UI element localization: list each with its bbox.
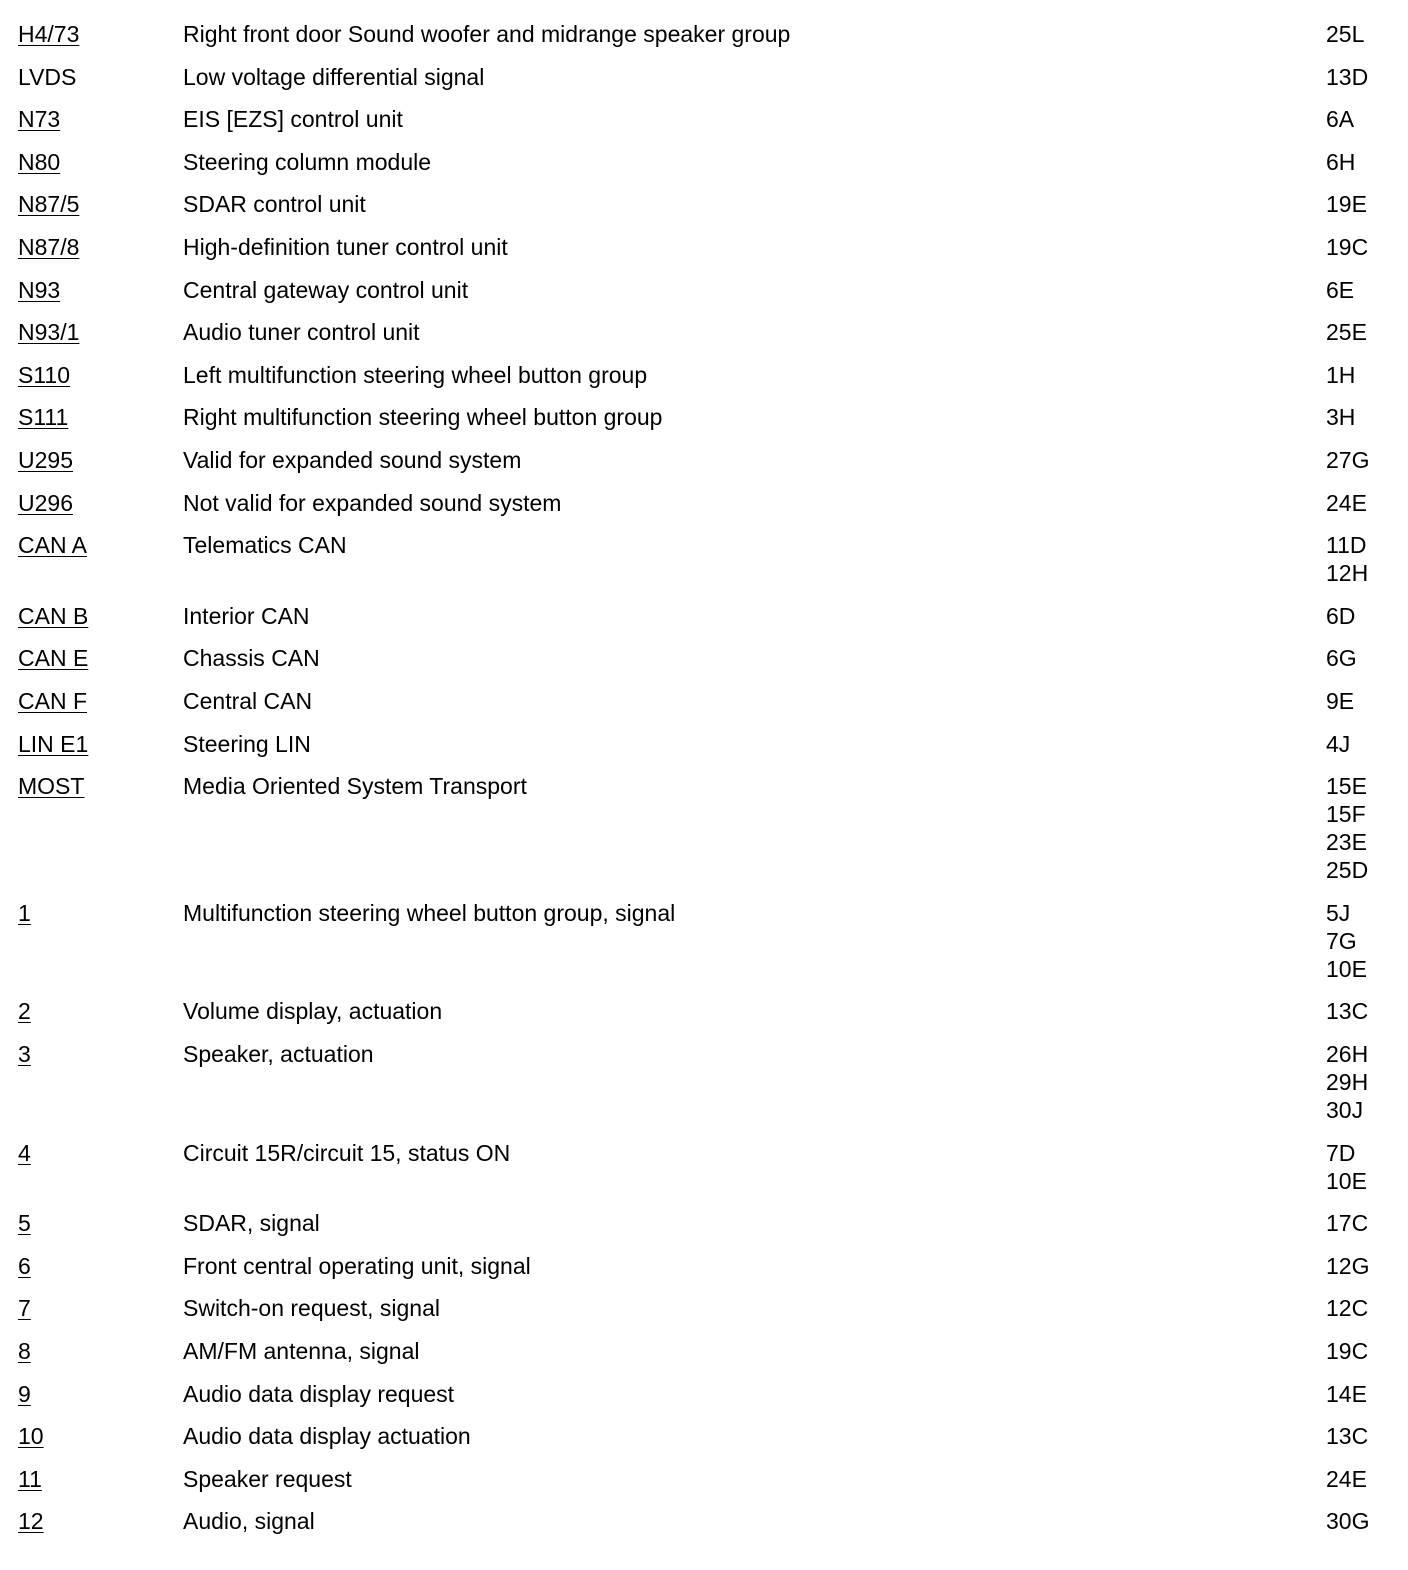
grid-location: 15E (1326, 773, 1367, 799)
component-code-link[interactable]: H4/73 (18, 21, 80, 47)
component-code-link[interactable]: CAN B (18, 603, 89, 629)
component-description: Low voltage differential signal (183, 64, 485, 90)
grid-locations (1326, 730, 1350, 758)
grid-location: 6H (1326, 149, 1356, 175)
grid-location: 19C (1326, 1338, 1369, 1364)
grid-location: 6G (1326, 645, 1357, 671)
grid-location: 24E (1326, 490, 1367, 516)
grid-location: 23E (1326, 829, 1367, 855)
component-code-link[interactable]: N87/5 (18, 191, 80, 217)
grid-locations (1326, 1209, 1368, 1237)
grid-location: 14E (1326, 1381, 1367, 1407)
grid-location: 6A (1326, 106, 1355, 132)
component-code-link[interactable]: 3 (18, 1041, 31, 1067)
component-code-link[interactable]: N80 (18, 149, 61, 175)
grid-locations (1326, 644, 1357, 672)
grid-location: 27G (1326, 447, 1370, 473)
grid-location: 24E (1326, 1466, 1367, 1492)
component-description: Speaker request (183, 1466, 352, 1492)
grid-locations (1326, 233, 1368, 261)
grid-locations (1326, 1139, 1367, 1195)
component-description: SDAR control unit (183, 191, 366, 217)
grid-locations (1326, 20, 1364, 48)
grid-locations (1326, 1507, 1369, 1535)
grid-locations (1326, 318, 1367, 346)
grid-location: 29H (1326, 1069, 1369, 1095)
component-description: Left multifunction steering wheel button group (183, 362, 648, 388)
component-code-link[interactable]: 2 (18, 998, 31, 1024)
component-description: Audio tuner control unit (183, 319, 420, 345)
component-description: Valid for expanded sound system (183, 447, 522, 473)
component-description: Audio data display actuation (183, 1423, 471, 1449)
grid-location: 10E (1326, 1168, 1367, 1194)
grid-locations (1326, 997, 1368, 1025)
grid-location: 5J (1326, 900, 1351, 926)
grid-location: 7D (1326, 1140, 1356, 1166)
component-description: EIS [EZS] control unit (183, 106, 403, 132)
grid-locations (1326, 531, 1368, 587)
component-code-link[interactable]: CAN A (18, 532, 88, 558)
component-code-link[interactable]: 4 (18, 1140, 31, 1166)
component-description: SDAR, signal (183, 1210, 320, 1236)
grid-location: 19C (1326, 234, 1369, 260)
grid-locations (1326, 772, 1368, 884)
component-code-link[interactable]: N73 (18, 106, 61, 132)
component-code-link[interactable]: 11 (18, 1466, 42, 1492)
grid-location: 4J (1326, 731, 1351, 757)
component-description: Chassis CAN (183, 645, 320, 671)
grid-location: 25E (1326, 319, 1367, 345)
grid-locations (1326, 1422, 1368, 1450)
component-description: Telematics CAN (183, 532, 347, 558)
component-description: Not valid for expanded sound system (183, 490, 562, 516)
grid-location: 7G (1326, 928, 1357, 954)
grid-location: 12C (1326, 1295, 1369, 1321)
component-code-link[interactable]: U295 (18, 447, 73, 473)
component-description: Switch-on request, signal (183, 1295, 440, 1321)
component-description: Audio, signal (183, 1508, 315, 1534)
component-code: LVDS (18, 64, 77, 90)
component-code-link[interactable]: 9 (18, 1381, 31, 1407)
component-code-link[interactable]: CAN F (18, 688, 87, 714)
grid-location: 13C (1326, 998, 1369, 1024)
grid-locations (1326, 602, 1355, 630)
grid-locations (1326, 105, 1354, 133)
component-description: Volume display, actuation (183, 998, 443, 1024)
grid-location: 15F (1326, 801, 1366, 827)
component-description: Audio data display request (183, 1381, 455, 1407)
grid-locations (1326, 446, 1369, 474)
grid-locations (1326, 1337, 1368, 1365)
component-description: Central CAN (183, 688, 313, 714)
component-code-link[interactable]: CAN E (18, 645, 89, 671)
grid-location: 10E (1326, 956, 1367, 982)
grid-locations (1326, 899, 1367, 983)
grid-locations (1326, 1252, 1369, 1280)
component-description: Circuit 15R/circuit 15, status ON (183, 1140, 511, 1166)
grid-location: 13D (1326, 64, 1369, 90)
component-code-link[interactable]: 1 (18, 900, 31, 926)
grid-location: 17C (1326, 1210, 1369, 1236)
component-description: Multifunction steering wheel button group, signal (183, 900, 676, 926)
component-code-link[interactable]: N87/8 (18, 234, 80, 260)
component-code-link[interactable]: MOST (18, 773, 85, 799)
component-description: Steering LIN (183, 731, 311, 757)
grid-locations (1326, 276, 1354, 304)
component-description: Media Oriented System Transport (183, 773, 527, 799)
component-description: Front central operating unit, signal (183, 1253, 531, 1279)
component-code-link[interactable]: N93 (18, 277, 61, 303)
component-code-link[interactable]: 6 (18, 1253, 31, 1279)
component-description: Steering column module (183, 149, 432, 175)
grid-locations (1326, 1465, 1367, 1493)
component-code-link[interactable]: N93/1 (18, 319, 80, 345)
component-description: Right front door Sound woofer and midrange speaker group (183, 21, 791, 47)
grid-locations (1326, 148, 1355, 176)
grid-location: 30G (1326, 1508, 1370, 1534)
grid-location: 19E (1326, 191, 1367, 217)
component-code-link[interactable]: 8 (18, 1338, 31, 1364)
component-code-link[interactable]: S111 (18, 404, 69, 430)
component-description: Central gateway control unit (183, 277, 469, 303)
grid-location: 25L (1326, 21, 1365, 47)
component-description: Interior CAN (183, 603, 310, 629)
grid-location: 12G (1326, 1253, 1370, 1279)
grid-locations (1326, 1294, 1368, 1322)
grid-locations (1326, 489, 1367, 517)
component-code-link[interactable]: 7 (18, 1295, 31, 1321)
component-code-link[interactable]: 5 (18, 1210, 31, 1236)
grid-locations (1326, 1380, 1367, 1408)
component-description: Speaker, actuation (183, 1041, 374, 1067)
grid-location: 6D (1326, 603, 1356, 629)
component-code-link[interactable]: U296 (18, 490, 73, 516)
grid-location: 1H (1326, 362, 1356, 388)
component-code-link[interactable]: 10 (18, 1423, 44, 1449)
grid-location: 6E (1326, 277, 1355, 303)
component-code-link[interactable]: 12 (18, 1508, 44, 1534)
grid-location: 9E (1326, 688, 1355, 714)
component-description: Right multifunction steering wheel button group (183, 404, 663, 430)
component-description: AM/FM antenna, signal (183, 1338, 420, 1364)
grid-locations (1326, 190, 1367, 218)
grid-location: 13C (1326, 1423, 1369, 1449)
grid-location: 12H (1326, 560, 1369, 586)
grid-location: 30J (1326, 1097, 1364, 1123)
grid-locations (1326, 1040, 1368, 1124)
grid-location: 25D (1326, 857, 1369, 883)
component-code-link[interactable]: S110 (18, 362, 71, 388)
component-description: High-definition tuner control unit (183, 234, 508, 260)
grid-location: 11D (1326, 532, 1367, 558)
grid-locations (1326, 687, 1354, 715)
grid-location: 3H (1326, 404, 1356, 430)
grid-location: 26H (1326, 1041, 1369, 1067)
grid-locations (1326, 403, 1355, 431)
grid-locations (1326, 361, 1355, 389)
component-code-link[interactable]: LIN E1 (18, 731, 89, 757)
grid-locations (1326, 63, 1368, 91)
